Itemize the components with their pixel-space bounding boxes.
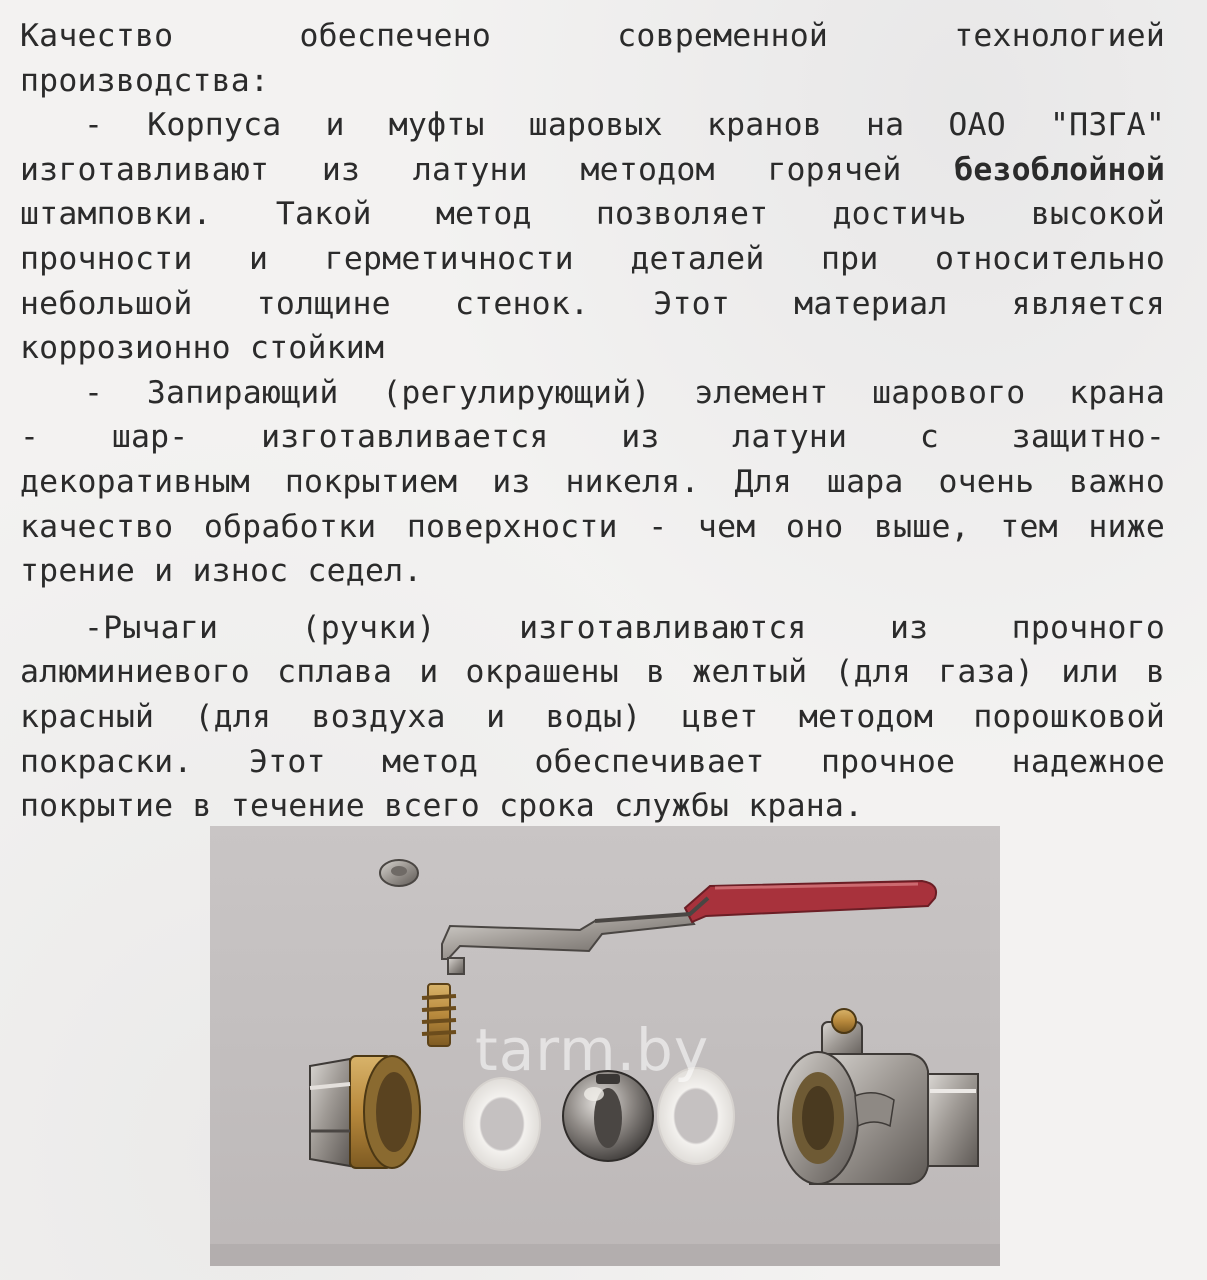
document-text <box>20 14 1165 829</box>
union-fitting <box>310 1056 420 1168</box>
paragraph-3-line-1: - Запирающий (регулирующий) элемент шарового крана <box>84 374 1165 411</box>
paragraph-4-line-2: алюминиевого сплава и окрашены в желтый (для газа) или в <box>20 654 1165 691</box>
paragraph-2-line-4: прочности и герметичности деталей при относительно <box>20 240 1165 277</box>
paragraph-4-line-3: красный (для воздуха и воды) цвет методом порошковой <box>20 698 1165 735</box>
valve-ball <box>563 1071 653 1161</box>
valve-body <box>778 1009 978 1184</box>
paragraph-4-line-1: -Рычаги (ручки) изготавливаются из прочного <box>84 609 1165 646</box>
paragraph-1-line-2: производства: <box>20 62 270 99</box>
paragraph-2-line-1: - Корпуса и муфты шаровых кранов на ОАО "ПЗГА" <box>84 107 1165 144</box>
paragraph-3-line-2: - шар- изготавливается из латуни с защитно- <box>20 419 1165 456</box>
paragraph-2-line-2-text: изготавливают из латуни методом горячей <box>20 151 902 188</box>
nut <box>380 860 418 886</box>
watermark-text: tarm.by <box>475 1016 710 1084</box>
valve-stem <box>422 984 456 1046</box>
lever-handle <box>442 881 936 974</box>
paragraph-2-line-6: коррозионно стойким <box>20 330 385 367</box>
paragraph-2-line-3: штамповки. Такой метод позволяет достичь высокой <box>20 196 1165 233</box>
paragraph-4-line-4: покраски. Этот метод обеспечивает прочное надежное <box>20 743 1165 780</box>
paragraph-4-line-5: покрытие в течение всего срока службы крана. <box>20 788 864 825</box>
paragraph-3-line-5: трение и износ седел. <box>20 553 423 590</box>
bold-term: безоблойной <box>954 151 1165 188</box>
paragraph-1-line-1: Качество обеспечено современной технологией <box>20 18 1165 54</box>
paragraph-2-line-2 <box>20 148 1165 193</box>
ball-valve-parts-photo <box>210 826 1000 1266</box>
seal-ring-left <box>464 1078 540 1170</box>
paragraph-3-line-3: декоративным покрытием из никеля. Для шара очень важно <box>20 463 1165 500</box>
paragraph-3-line-4: качество обработки поверхности - чем оно выше, тем ниже <box>20 508 1165 545</box>
paragraph-2-line-5: небольшой толщине стенок. Этот материал является <box>20 285 1165 322</box>
